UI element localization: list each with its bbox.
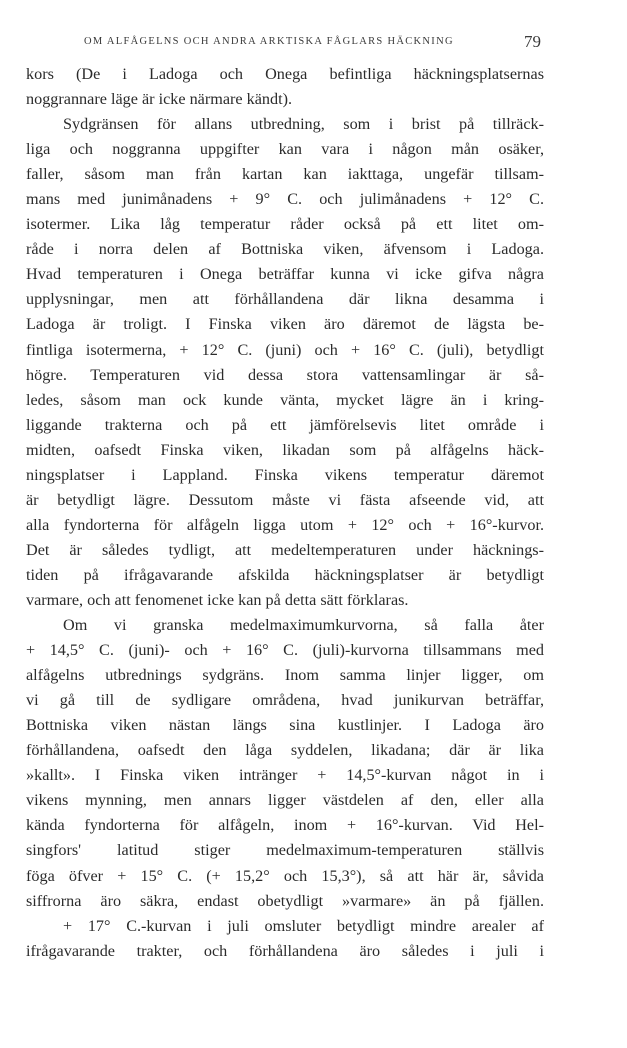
text-line: + 17° C.-kurvan i juli omsluter betydligt mindre arealer af — [63, 916, 544, 935]
page-number: 79 — [524, 32, 541, 51]
text-line: alfågelns utbrednings sydgräns. Inom samma linjer ligger, om — [26, 666, 544, 685]
text-line: Om vi granska medelmaximumkurvorna, så falla åter — [63, 616, 544, 635]
text-line: Sydgränsen för allans utbredning, som i brist på tillräck- — [63, 115, 544, 134]
text-line: upplysningar, men att förhållandena där likna desamma i — [26, 290, 544, 309]
text-line: Ladoga är troligt. I Finska viken äro däremot de lägsta be- — [26, 315, 544, 334]
text-line: mans med junimånadens + 9° C. och julimånadens + 12° C. — [26, 190, 544, 209]
body-text — [26, 62, 544, 964]
text-line: noggrannare läge är icke närmare kändt). — [26, 90, 293, 109]
text-line: isotermer. Lika låg temperatur råder också på ett litet om- — [26, 215, 544, 234]
text-line: kors (De i Ladoga och Onega befintliga häckningsplatsernas — [26, 65, 544, 83]
text-line: högre. Temperaturen vid dessa stora vattensamlingar är så- — [26, 365, 544, 384]
text-line: »kallt». I Finska viken intränger + 14,5°-kurvan något in i — [26, 766, 544, 785]
text-line: singfors' latitud stiger medelmaximum-temperaturen ställvis — [26, 841, 544, 860]
text-line: siffrorna äro säkra, endast obetydligt »varmare» än på fjällen. — [26, 891, 544, 910]
text-line: liga och noggranna uppgifter kan vara i någon mån osäker, — [26, 140, 544, 159]
text-line: förhållandena, oafsedt den låga syddelen, likadana; där är lika — [26, 741, 544, 760]
text-line: liggande trakterna och på ett jämförelsevis litet område i — [26, 415, 544, 434]
text-line: ningsplatser i Lappland. Finska vikens temperatur däremot — [26, 465, 544, 484]
text-line: vikens mynning, men annars ligger västdelen af den, eller alla — [26, 791, 544, 810]
text-line: ifrågavarande trakter, och förhållandena äro således i juli i — [26, 941, 544, 960]
text-line: tiden på ifrågavarande afskilda häckningsplatser är betydligt — [26, 565, 544, 584]
text-line: råde i norra delen af Bottniska viken, äfvensom i Ladoga. — [26, 240, 544, 259]
text-line: är betydligt lägre. Dessutom måste vi fästa afseende vid, att — [26, 490, 544, 509]
text-line: alla fyndorterna för alfågeln ligga utom + 12° och + 16°-kurvor. — [26, 515, 544, 534]
text-line: Det är således tydligt, att medeltemperaturen under häcknings- — [26, 540, 544, 559]
text-line: varmare, och att fenomenet icke kan på detta sätt förklaras. — [26, 590, 409, 609]
text-line: midten, oafsedt Finska viken, likadan som på alfågelns häck- — [26, 440, 544, 459]
text-line: fintliga isotermerna, + 12° C. (juni) och + 16° C. (juli), betydligt — [26, 340, 544, 359]
text-line: Bottniska viken nästan längs sina kustlinjer. I Ladoga äro — [26, 716, 544, 735]
running-title: OM ALFÅGELNS OCH ANDRA ARKTISKA FÅGLARS HÄCKNING — [84, 36, 454, 47]
text-line: + 14,5° C. (juni)- och + 16° C. (juli)-kurvorna tillsammans med — [26, 641, 544, 660]
text-line: Hvad temperaturen i Onega beträffar kunna vi icke gifva några — [26, 265, 544, 284]
text-line: ledes, såsom man ock kunde vänta, mycket lägre än i kring- — [26, 390, 544, 409]
text-line: vi gå till de sydligare områdena, hvad junikurvan beträffar, — [26, 691, 544, 710]
text-line: kända fyndorterna för alfågeln, inom + 16°-kurvan. Vid Hel- — [26, 816, 544, 835]
text-line: föga öfver + 15° C. (+ 15,2° och 15,3°), så att här är, såvida — [26, 866, 544, 885]
text-line: faller, såsom man från kartan kan iakttaga, ungefär tillsam- — [26, 165, 544, 184]
